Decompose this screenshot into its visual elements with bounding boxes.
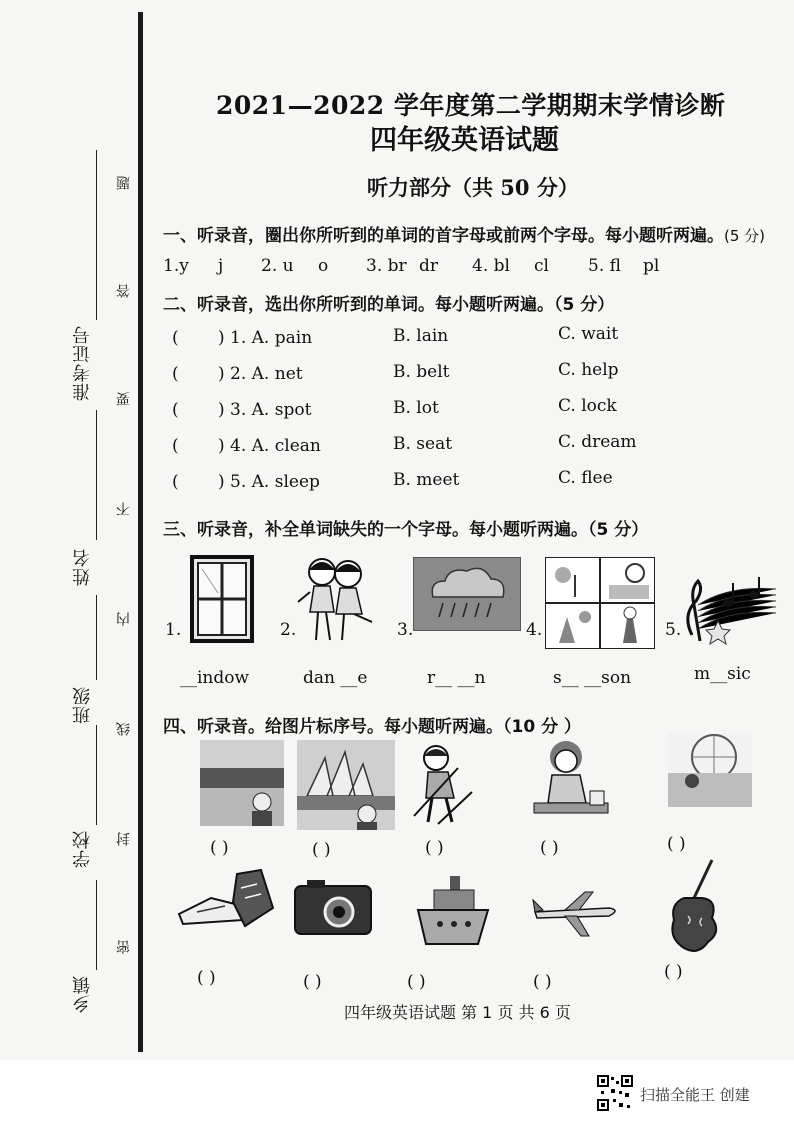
section1-points: (5 分) [724, 227, 766, 245]
answer-paren[interactable]: ( ) [540, 838, 559, 858]
exam-grade-title: 四年级英语试题 [370, 125, 559, 156]
s2-option-b: B. lot [393, 398, 439, 418]
answer-paren[interactable]: ( [172, 436, 179, 456]
s3-num: 4. [526, 620, 543, 640]
seal-char: 密 [116, 940, 132, 954]
s2-option-c: C. wait [558, 324, 619, 344]
boy-sweeping-picture [408, 742, 480, 826]
photo-ferris-wheel-picture [668, 733, 752, 807]
exam-title: 2021—2022 学年度第二学期期末学情诊断 [216, 91, 726, 120]
s1-option-b: j [218, 256, 224, 276]
answer-paren[interactable]: ( [172, 328, 179, 348]
field-town-label: 乡镇 [72, 975, 93, 1013]
s2-option-c: C. help [558, 360, 619, 380]
s1-num: 2. [261, 256, 278, 276]
s1-option-b: pl [643, 256, 660, 276]
camera-picture [293, 878, 373, 938]
s2-option-a: ) 1. A. pain [218, 328, 313, 348]
answer-paren[interactable]: ( ) [303, 972, 322, 992]
seal-char: 要 [116, 392, 132, 406]
s3-num: 1. [165, 620, 182, 640]
s2-option-c: C. flee [558, 468, 613, 488]
s2-option-b: B. meet [393, 470, 460, 490]
s1-item-3 [366, 256, 407, 276]
s3-word: r__ __n [427, 668, 486, 688]
field-school-rule [96, 725, 97, 825]
sneakers-picture [175, 868, 275, 930]
s1-item-4 [472, 256, 510, 276]
s1-option-b: dr [419, 256, 439, 276]
rain-picture [413, 557, 521, 631]
binding-line [138, 12, 143, 1052]
s1-item-5 [588, 256, 621, 276]
s3-word: dan __e [303, 668, 368, 688]
field-class-rule [96, 595, 97, 680]
seal-char: 答 [116, 284, 132, 298]
photo-opera-house-picture [297, 740, 395, 830]
answer-paren[interactable]: ( ) [197, 968, 216, 988]
answer-paren[interactable]: ( ) [533, 972, 552, 992]
section2-heading: 二、听录音，选出你所听到的单词。每小题听两遍。（5 分） [163, 295, 615, 315]
s1-option-b: o [318, 256, 329, 276]
section3-heading: 三、听录音，补全单词缺失的一个字母。每小题听两遍。（5 分） [163, 520, 649, 540]
photo-boy-stadium-picture [200, 740, 284, 826]
field-name-rule [96, 410, 97, 540]
s2-option-b: B. belt [393, 362, 450, 382]
answer-paren[interactable]: ( ) [407, 972, 426, 992]
s2-option-b: B. seat [393, 434, 453, 454]
scanner-watermark: 扫描全能王 创建 [640, 1086, 750, 1104]
s2-option-c: C. lock [558, 396, 617, 416]
answer-paren[interactable]: ( ) [425, 838, 444, 858]
field-school-label: 学校 [72, 830, 93, 868]
s1-option-a: br [387, 256, 407, 276]
dancing-children-picture [296, 552, 376, 647]
airplane-picture [531, 890, 623, 940]
s1-num: 5. [588, 256, 605, 276]
listening-part-title: 听力部分（共 50 分） [367, 175, 579, 200]
s3-word: s__ __son [553, 668, 632, 688]
s2-option-a: ) 2. A. net [218, 364, 303, 384]
answer-paren[interactable]: ( [172, 364, 179, 384]
answer-paren[interactable]: ( ) [312, 840, 331, 860]
s1-option-b: cl [534, 256, 549, 276]
s1-num: 3. [366, 256, 383, 276]
s2-option-b: B. lain [393, 326, 449, 346]
page-footer: 四年级英语试题 第 1 页 共 6 页 [344, 1003, 571, 1022]
field-name-label: 姓名 [72, 548, 93, 586]
s2-option-a: ) 5. A. sleep [218, 472, 320, 492]
answer-paren[interactable]: ( [172, 400, 179, 420]
qr-code-icon [597, 1075, 633, 1111]
ship-picture [414, 870, 492, 950]
s1-item-1 [163, 256, 189, 276]
answer-paren[interactable]: ( ) [664, 962, 683, 982]
field-ticket-label: 准考证号 [72, 325, 93, 401]
s1-option-a: fl [609, 256, 621, 276]
s1-item-2 [261, 256, 294, 276]
s3-word: __indow [180, 668, 250, 688]
s3-num: 5. [665, 620, 682, 640]
seal-char: 内 [116, 612, 132, 626]
s3-num: 2. [280, 620, 297, 640]
s1-option-a: y [179, 256, 189, 276]
s1-option-a: bl [493, 256, 510, 276]
four-seasons-picture [545, 557, 655, 649]
answer-paren[interactable]: ( ) [210, 838, 229, 858]
s3-word: m__sic [694, 664, 751, 684]
s2-option-a: ) 4. A. clean [218, 436, 321, 456]
section1-instruction: 一、听录音，圈出你所听到的单词的首字母或前两个字母。每小题听两遍。 [163, 226, 724, 246]
answer-paren[interactable]: ( [172, 472, 179, 492]
music-notes-picture [678, 575, 778, 645]
seal-char: 线 [116, 722, 132, 736]
s1-num: 1. [163, 256, 180, 276]
seal-char: 封 [116, 832, 132, 846]
cello-picture [664, 858, 730, 954]
section4-heading: 四、听录音。给图片标序号。每小题听两遍。（10 分 ） [163, 717, 581, 737]
seal-char: 题 [116, 176, 132, 190]
answer-paren[interactable]: ( ) [667, 834, 686, 854]
field-class-label: 班级 [72, 686, 93, 724]
seal-char: 不 [116, 502, 132, 516]
s2-option-c: C. dream [558, 432, 637, 452]
field-town-rule [96, 880, 97, 970]
section1-heading [163, 221, 765, 246]
s1-num: 4. [472, 256, 489, 276]
window-picture [190, 555, 254, 643]
s2-option-a: ) 3. A. spot [218, 400, 312, 420]
field-ticket-rule [96, 150, 97, 320]
girl-cleaning-picture [530, 737, 612, 829]
s3-num: 3. [397, 620, 414, 640]
s1-option-a: u [282, 256, 294, 276]
